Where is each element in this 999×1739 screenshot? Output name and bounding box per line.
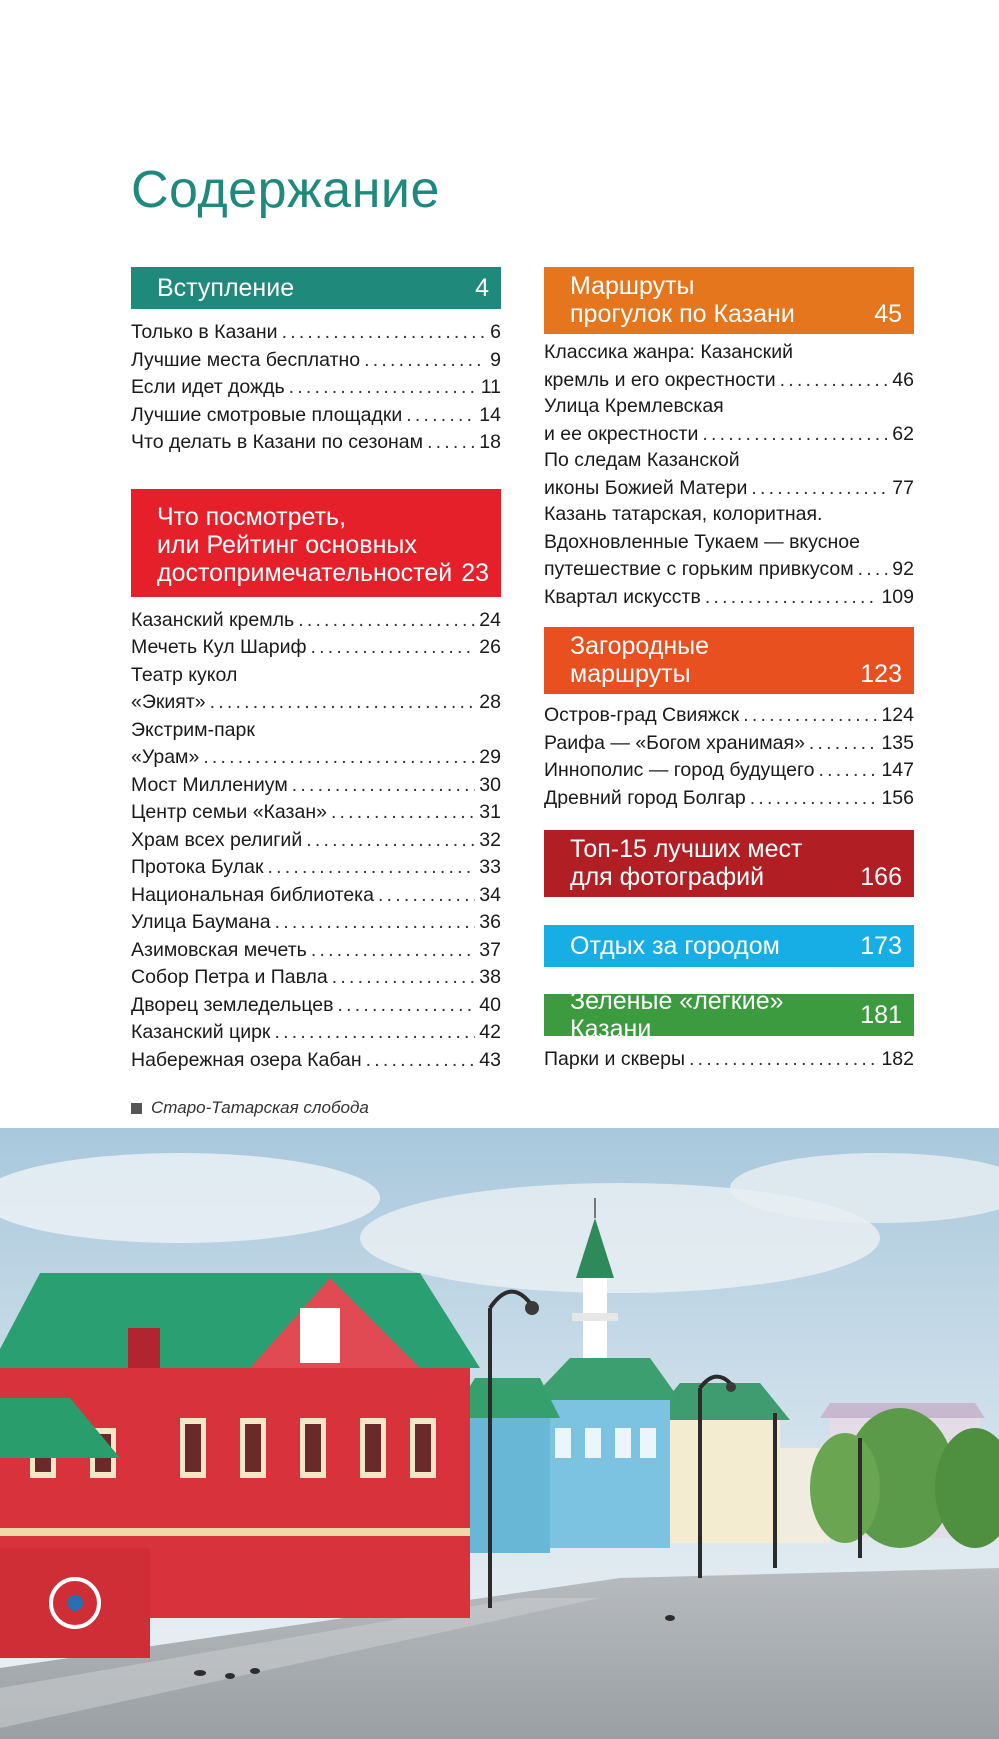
toc-entry[interactable]: [131, 662, 501, 717]
section-header-routes[interactable]: [544, 267, 914, 334]
toc-entry-label: Древний город Болгар: [544, 786, 746, 809]
toc-entry-label: Раифа — «Богом хранимая»: [544, 731, 805, 754]
toc-entry-page: 9: [490, 348, 501, 371]
toc-entry-label: иконы Божией Матери: [544, 476, 748, 499]
toc-entry-label: Иннополис — город будущего: [544, 759, 815, 781]
toc-entry-page: 46: [892, 368, 914, 391]
toc-entry[interactable]: [131, 964, 501, 992]
section-header-sights[interactable]: [131, 489, 501, 597]
section-page: 4: [475, 274, 489, 302]
toc-section-rest: [544, 925, 914, 967]
photo-caption: [131, 1098, 369, 1118]
section-page: 181: [860, 1001, 902, 1029]
toc-entry-page: 38: [479, 966, 501, 988]
leader-dots: [705, 584, 878, 612]
toc-section-routes: [544, 267, 914, 611]
leader-dots: [210, 689, 476, 717]
toc-entry-label: Что делать в Казани по сезонам: [131, 431, 424, 453]
toc-entry-label: Храм всех религий: [131, 828, 303, 851]
toc-entry-page: 37: [479, 938, 501, 961]
section-title: Маршруты прогулок по Казани: [570, 272, 795, 328]
toc-entry-page: 62: [892, 422, 914, 445]
toc-entry[interactable]: [131, 607, 501, 635]
toc-entry-label: Остров-град Свияжск: [544, 704, 740, 726]
toc-entry-page: 109: [881, 585, 914, 608]
section-title: Загородные маршруты: [570, 632, 710, 688]
toc-entry[interactable]: [544, 730, 914, 758]
toc-entry-pre: Экстрим-парк: [131, 718, 255, 741]
toc-entry-pre: Классика жанра: Казанский: [544, 341, 793, 363]
street-photo-illustration: [0, 1128, 999, 1739]
toc-left-column: [131, 267, 501, 1074]
toc-entry[interactable]: [131, 1047, 501, 1075]
toc-entry-label: Только в Казани: [131, 321, 278, 343]
toc-entry[interactable]: [544, 393, 914, 448]
toc-entry-label: Казанский кремль: [131, 608, 295, 631]
toc-entry-page: 36: [479, 911, 501, 933]
toc-entry-label: Дворец земледельцев: [131, 993, 334, 1016]
leader-dots: [751, 475, 888, 503]
toc-entry-page: 156: [881, 786, 914, 809]
leader-dots: [858, 556, 889, 584]
toc-entry-page: 26: [479, 636, 501, 658]
bullet-square-icon: [131, 1103, 142, 1114]
toc-entry-page: 92: [892, 558, 914, 580]
section-header-top15[interactable]: [544, 830, 914, 897]
toc-entry-page: 14: [479, 403, 501, 426]
toc-entry-pre: Казань татарская, колоритная. Вдохновленные Тукаем — вкусное: [544, 503, 860, 553]
section-title: Топ-15 лучших мест для фотографий: [570, 835, 803, 891]
toc-entry[interactable]: [131, 854, 501, 882]
leader-dots: [203, 744, 475, 772]
leader-dots: [306, 827, 475, 855]
toc-entry[interactable]: [131, 882, 501, 910]
toc-entry-pre: По следам Казанской: [544, 449, 740, 471]
toc-entry-pre: Улица Кремлевская: [544, 395, 724, 417]
toc-entry-page: 34: [479, 883, 501, 906]
toc-entry[interactable]: [131, 634, 501, 662]
toc-entry[interactable]: [131, 1019, 501, 1047]
section-page: 166: [860, 863, 902, 891]
leader-dots: [689, 1046, 877, 1074]
toc-entry[interactable]: [131, 319, 501, 347]
toc-entry-label: путешествие с горьким привкусом: [544, 558, 854, 580]
toc-entry[interactable]: [544, 447, 914, 502]
toc-entry-label: Улица Баумана: [131, 911, 271, 933]
toc-entry-page: 11: [480, 376, 501, 398]
section-page: 173: [860, 932, 902, 960]
leader-dots: [298, 607, 475, 635]
toc-section-top15: [544, 830, 914, 897]
section-title: Зеленые «легкие» Казани: [570, 987, 784, 1043]
page-title: Содержание: [131, 161, 440, 219]
toc-entry[interactable]: [131, 717, 501, 772]
toc-list: [544, 694, 914, 812]
section-header-rest[interactable]: [544, 925, 914, 967]
toc-entry[interactable]: [131, 827, 501, 855]
toc-entry-label: «Экият»: [131, 691, 206, 713]
toc-entry-label: Протока Булак: [131, 856, 264, 878]
toc-entry[interactable]: [544, 584, 914, 612]
toc-entry[interactable]: [131, 909, 501, 937]
toc-entry[interactable]: [544, 339, 914, 394]
section-title: Что посмотреть, или Рейтинг основных достопримечательностей: [157, 502, 453, 587]
toc-entry-page: 182: [881, 1048, 914, 1070]
toc-entry-label: Мост Миллениум: [131, 773, 288, 796]
leader-dots: [282, 319, 487, 347]
toc-entry-label: Если идет дождь: [131, 376, 285, 398]
toc-entry-label: кремль и его окрестности: [544, 368, 776, 391]
leader-dots: [819, 757, 878, 785]
toc-entry[interactable]: [544, 501, 914, 584]
leader-dots: [378, 882, 475, 910]
toc-entry[interactable]: [131, 374, 501, 402]
toc-entry[interactable]: [544, 785, 914, 813]
toc-entry[interactable]: [131, 799, 501, 827]
toc-entry[interactable]: [544, 1046, 914, 1074]
toc-entry-label: Набережная озера Кабан: [131, 1048, 362, 1071]
leader-dots: [338, 992, 476, 1020]
toc-list: [131, 309, 501, 457]
leader-dots: [743, 702, 877, 730]
toc-entry[interactable]: [131, 347, 501, 375]
toc-entry-label: Национальная библиотека: [131, 883, 374, 906]
toc-entry-page: 147: [881, 759, 914, 781]
toc-list: [544, 334, 914, 611]
leader-dots: [274, 1019, 475, 1047]
toc-entry-label: Квартал искусств: [544, 585, 701, 608]
leader-dots: [780, 367, 889, 395]
toc-right-column: [544, 267, 914, 1074]
toc-entry-label: Собор Петра и Павла: [131, 966, 328, 988]
toc-section-green: [544, 987, 914, 1074]
toc-entry-page: 30: [479, 773, 501, 796]
section-title: Вступление: [157, 274, 295, 302]
toc-entry[interactable]: [131, 772, 501, 800]
toc-entry-label: «Урам»: [131, 746, 200, 768]
toc-section-intro: [131, 267, 501, 457]
toc-entry[interactable]: [131, 402, 501, 430]
toc-entry-page: 32: [479, 828, 501, 851]
toc-entry-label: Лучшие смотровые площадки: [131, 403, 403, 426]
section-header-intro[interactable]: [131, 267, 501, 309]
leader-dots: [311, 634, 476, 662]
toc-entry-page: 18: [479, 431, 501, 453]
toc-entry-page: 40: [479, 993, 501, 1016]
toc-entry-label: Казанский цирк: [131, 1021, 271, 1043]
photo-caption-text: Старо-Татарская слобода: [151, 1098, 369, 1117]
section-page: 123: [860, 660, 902, 688]
leader-dots: [292, 772, 476, 800]
toc-entry-page: 6: [490, 321, 501, 343]
toc-entry-page: 28: [479, 691, 501, 713]
leader-dots: [750, 785, 878, 813]
toc-section-suburban: [544, 627, 914, 812]
toc-entry[interactable]: [544, 702, 914, 730]
toc-entry-page: 31: [479, 801, 501, 823]
leader-dots: [275, 909, 476, 937]
toc-entry-page: 43: [479, 1048, 501, 1071]
toc-entry-label: Мечеть Кул Шариф: [131, 636, 307, 658]
leader-dots: [331, 799, 475, 827]
section-header-green[interactable]: [544, 987, 914, 1043]
toc-entry-page: 24: [479, 608, 501, 631]
toc-section-sights: [131, 489, 501, 1075]
toc-entry-label: и ее окрестности: [544, 422, 699, 445]
toc-entry-page: 135: [881, 731, 914, 754]
leader-dots: [364, 347, 486, 375]
toc-entry-page: 42: [479, 1021, 501, 1043]
toc-entry-label: Лучшие места бесплатно: [131, 348, 361, 371]
toc-entry[interactable]: [544, 757, 914, 785]
leader-dots: [406, 402, 475, 430]
toc-entry-pre: Театр кукол: [131, 663, 238, 686]
toc-entry-page: 124: [881, 704, 914, 726]
toc-entry-label: Центр семьи «Казан»: [131, 801, 327, 823]
leader-dots: [268, 854, 476, 882]
street-photo: [0, 1128, 999, 1739]
leader-dots: [289, 374, 477, 402]
leader-dots: [427, 429, 475, 457]
toc-entry-page: 29: [479, 746, 501, 768]
section-title: Отдых за городом: [570, 932, 780, 960]
section-header-suburban[interactable]: [544, 627, 914, 694]
toc-entry-page: 33: [479, 856, 501, 878]
section-page: 23: [461, 558, 489, 587]
toc-list: [131, 597, 501, 1075]
leader-dots: [332, 964, 476, 992]
toc-entry-label: Парки и скверы: [544, 1048, 685, 1070]
toc-entry[interactable]: [131, 429, 501, 457]
leader-dots: [702, 421, 888, 449]
leader-dots: [366, 1047, 476, 1075]
toc-entry-label: Азимовская мечеть: [131, 938, 307, 961]
toc-entry-page: 77: [892, 476, 914, 499]
toc-entry[interactable]: [131, 992, 501, 1020]
leader-dots: [809, 730, 878, 758]
toc-entry[interactable]: [131, 937, 501, 965]
section-page: 45: [874, 300, 902, 328]
leader-dots: [311, 937, 475, 965]
